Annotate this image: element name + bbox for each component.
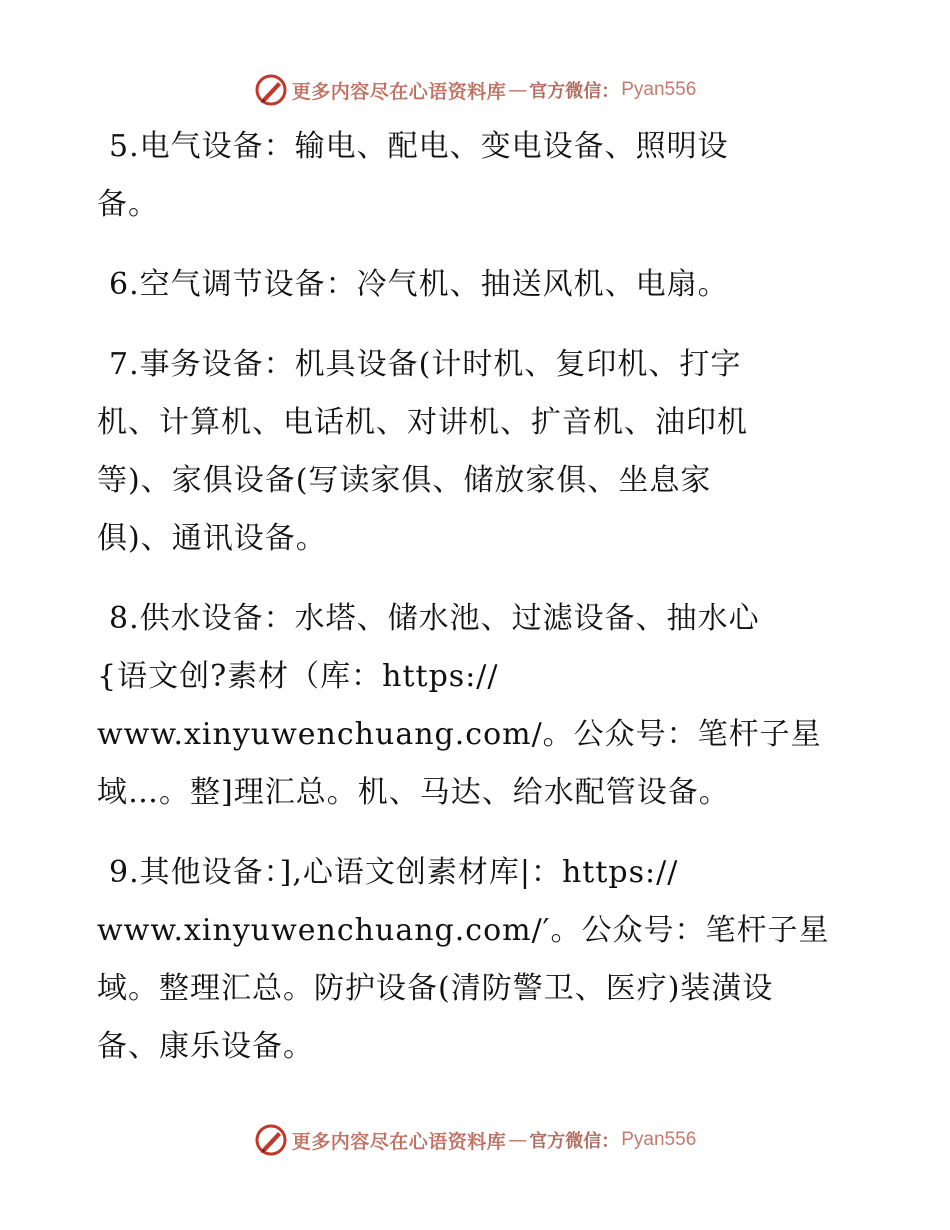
banner-dash: — <box>508 1129 528 1151</box>
text-line: 备、康乐设备。 <box>97 1029 314 1064</box>
header-watermark-banner <box>0 72 950 108</box>
text-line: {语文创?素材（库：https:// <box>97 659 499 694</box>
text-line: 备。 <box>97 187 159 222</box>
banner-wechat-label: 官方微信： <box>529 1131 620 1152</box>
text-line: 7.事务设备：机具设备(计时机、复印机、打字 <box>109 347 742 382</box>
list-item-7 <box>97 336 857 568</box>
banner-wechat-id: Pyan556 <box>621 1129 697 1150</box>
banner-wechat-id: Pyan556 <box>621 79 697 100</box>
text-line: 等)、家俱设备(写读家俱、储放家俱、坐息家 <box>97 463 712 498</box>
text-line: 俱)、通讯设备。 <box>97 521 327 556</box>
text-line: 9.其他设备：],心语文创素材库|：https:// <box>109 855 679 890</box>
banner-dash: — <box>508 79 528 101</box>
text-line: www.xinyuwenchuang.com/。公众号：笔杆子星 <box>97 717 822 752</box>
text-line: 域。整理汇总。防护设备(清防警卫、医疗)装潢设 <box>97 971 774 1006</box>
text-line: 6.空气调节设备：冷气机、抽送风机、电扇。 <box>109 267 729 302</box>
banner-main-text: 更多内容尽在心语资料库 <box>291 1130 507 1153</box>
text-line: www.xinyuwenchuang.com/′。公众号：笔杆子星 <box>97 913 830 948</box>
text-line: 5.电气设备：输电、配电、变电设备、照明设 <box>109 129 729 164</box>
list-item-9 <box>97 844 857 1076</box>
footer-watermark-banner <box>0 1122 950 1158</box>
list-item-6 <box>97 256 857 314</box>
document-body <box>97 118 857 1098</box>
text-line: 机、计算机、电话机、对讲机、扩音机、油印机 <box>97 405 748 440</box>
list-item-8 <box>97 590 857 822</box>
banner-wechat-label: 官方微信： <box>529 81 620 102</box>
text-line: 8.供水设备：水塔、储水池、过滤设备、抽水心 <box>109 601 760 636</box>
pen-logo-icon <box>254 73 288 107</box>
pen-logo-icon <box>254 1123 288 1157</box>
banner-main-text: 更多内容尽在心语资料库 <box>291 80 507 103</box>
list-item-5 <box>97 118 857 234</box>
text-line: 域…。整]理汇总。机、马达、给水配管设备。 <box>97 775 730 810</box>
